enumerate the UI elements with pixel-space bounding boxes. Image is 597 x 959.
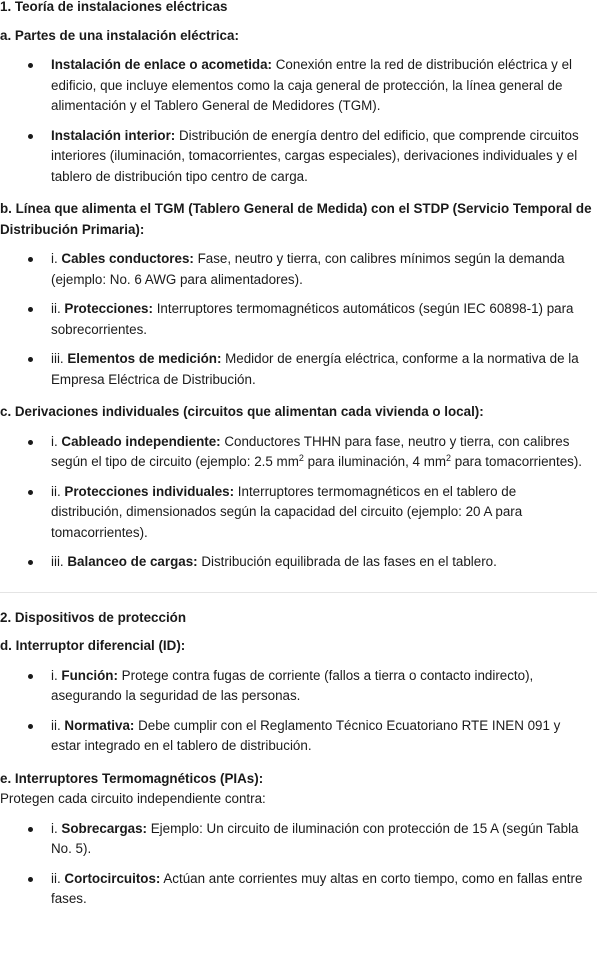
list-item bbox=[0, 55, 597, 117]
subsection-a-title: a. Partes de una instalación eléctrica: bbox=[0, 27, 239, 43]
superscript: 2 bbox=[298, 453, 304, 463]
item-prefix: ii. bbox=[51, 717, 65, 733]
list-item bbox=[0, 482, 597, 544]
item-text: Conductores THHN para fase, neutro y tierra, con calibres según el tipo de circuito (ejemplo: 2.5 mm bbox=[51, 433, 570, 469]
item-label: Instalación interior: bbox=[51, 127, 176, 143]
list-item bbox=[0, 349, 597, 390]
item-text: Protege contra fugas de corriente (fallos a tierra o contacto indirecto), asegurando la seguridad de las personas. bbox=[51, 667, 534, 703]
item-text: Interruptores termomagnéticos automáticos (según IEC 60898-1) para sobrecorrientes. bbox=[51, 301, 574, 337]
item-prefix: i. bbox=[51, 820, 62, 836]
subsection-e-title: e. Interruptores Termomagnéticos (PIAs): bbox=[0, 770, 264, 786]
item-prefix: ii. bbox=[51, 870, 65, 886]
item-text: Medidor de energía eléctrica, conforme a la normativa de la Empresa Eléctrica de Distribución. bbox=[51, 351, 579, 387]
list-item bbox=[0, 552, 597, 573]
item-text: para tomacorrientes). bbox=[451, 454, 583, 469]
list-item bbox=[0, 819, 597, 860]
item-label: Elementos de medición: bbox=[67, 351, 222, 366]
item-text: para iluminación, 4 mm bbox=[303, 454, 447, 469]
list-e bbox=[0, 819, 597, 910]
list-item bbox=[0, 432, 597, 473]
item-label: Balanceo de cargas: bbox=[67, 554, 198, 569]
list-b bbox=[0, 249, 597, 390]
item-text: Fase, neutro y tierra, con calibres mínimos según la demanda (ejemplo: No. 6 AWG para alimentadores). bbox=[51, 251, 565, 287]
item-prefix: i. bbox=[51, 433, 62, 449]
item-prefix: iii. bbox=[51, 351, 68, 366]
item-label: Cortocircuitos: bbox=[64, 870, 161, 886]
list-item bbox=[0, 869, 597, 910]
item-prefix: iii. bbox=[51, 554, 68, 569]
item-prefix: ii. bbox=[51, 301, 65, 316]
item-text: Conexión entre la red de distribución eléctrica y el edificio, que incluye elementos como la caja general de protección, la línea general de alimentación y el Tablero General de Medidores (TGM). bbox=[51, 57, 572, 113]
subsection-d-title: d. Interruptor diferencial (ID): bbox=[0, 638, 186, 653]
list-item bbox=[0, 666, 597, 707]
item-text: Debe cumplir con el Reglamento Técnico Ecuatoriano RTE INEN 091 y estar integrado en el tablero de distribución. bbox=[51, 717, 561, 753]
list-item bbox=[0, 299, 597, 340]
list-item bbox=[0, 249, 597, 290]
item-label: Función: bbox=[61, 667, 118, 683]
item-prefix: ii. bbox=[51, 483, 65, 499]
item-text: Interruptores termomagnéticos en el tablero de distribución, dimensionados según la capacidad del circuito (ejemplo: 20 A para tomacorrientes). bbox=[51, 483, 523, 540]
section-2-title: 2. Dispositivos de protección bbox=[0, 609, 187, 625]
item-label: Sobrecargas: bbox=[61, 820, 148, 836]
item-text: Actúan ante corrientes muy altas en corto tiempo, como en fallas entre fases. bbox=[51, 870, 583, 906]
superscript: 2 bbox=[446, 453, 452, 463]
item-label: Protecciones individuales: bbox=[64, 483, 235, 499]
item-prefix: i. bbox=[51, 251, 62, 266]
item-label: Instalación de enlace o acometida: bbox=[51, 57, 273, 72]
item-text: Distribución equilibrada de las fases en el tablero. bbox=[197, 554, 497, 569]
subsection-e-intro: Protegen cada circuito independiente contra: bbox=[0, 791, 266, 806]
list-d bbox=[0, 666, 597, 757]
subsection-c-title: c. Derivaciones individuales (circuitos que alimentan cada vivienda o local): bbox=[0, 404, 484, 419]
subsection-b-title: b. Línea que alimenta el TGM (Tablero General de Medida) con el STDP (Servicio Temporal de Distribución Primaria): bbox=[0, 201, 592, 237]
item-prefix: i. bbox=[51, 667, 62, 683]
list-item bbox=[0, 716, 597, 757]
list-c bbox=[0, 432, 597, 573]
item-text: Ejemplo: Un circuito de iluminación con protección de 15 A (según Tabla No. 5). bbox=[51, 820, 579, 856]
item-label: Normativa: bbox=[64, 717, 135, 733]
list-a bbox=[0, 55, 597, 187]
section-divider bbox=[0, 592, 597, 593]
section-1-title: 1. Teoría de instalaciones eléctricas bbox=[0, 0, 228, 14]
item-text: Distribución de energía dentro del edificio, que comprende circuitos interiores (iluminación, tomacorrientes, cargas especiales), derivaciones individuales y el tablero de distribución tipo centro de carga. bbox=[51, 127, 579, 184]
item-label: Cables conductores: bbox=[61, 251, 194, 266]
item-label: Protecciones: bbox=[64, 301, 153, 316]
list-item bbox=[0, 126, 597, 188]
item-label: Cableado independiente: bbox=[61, 433, 221, 449]
